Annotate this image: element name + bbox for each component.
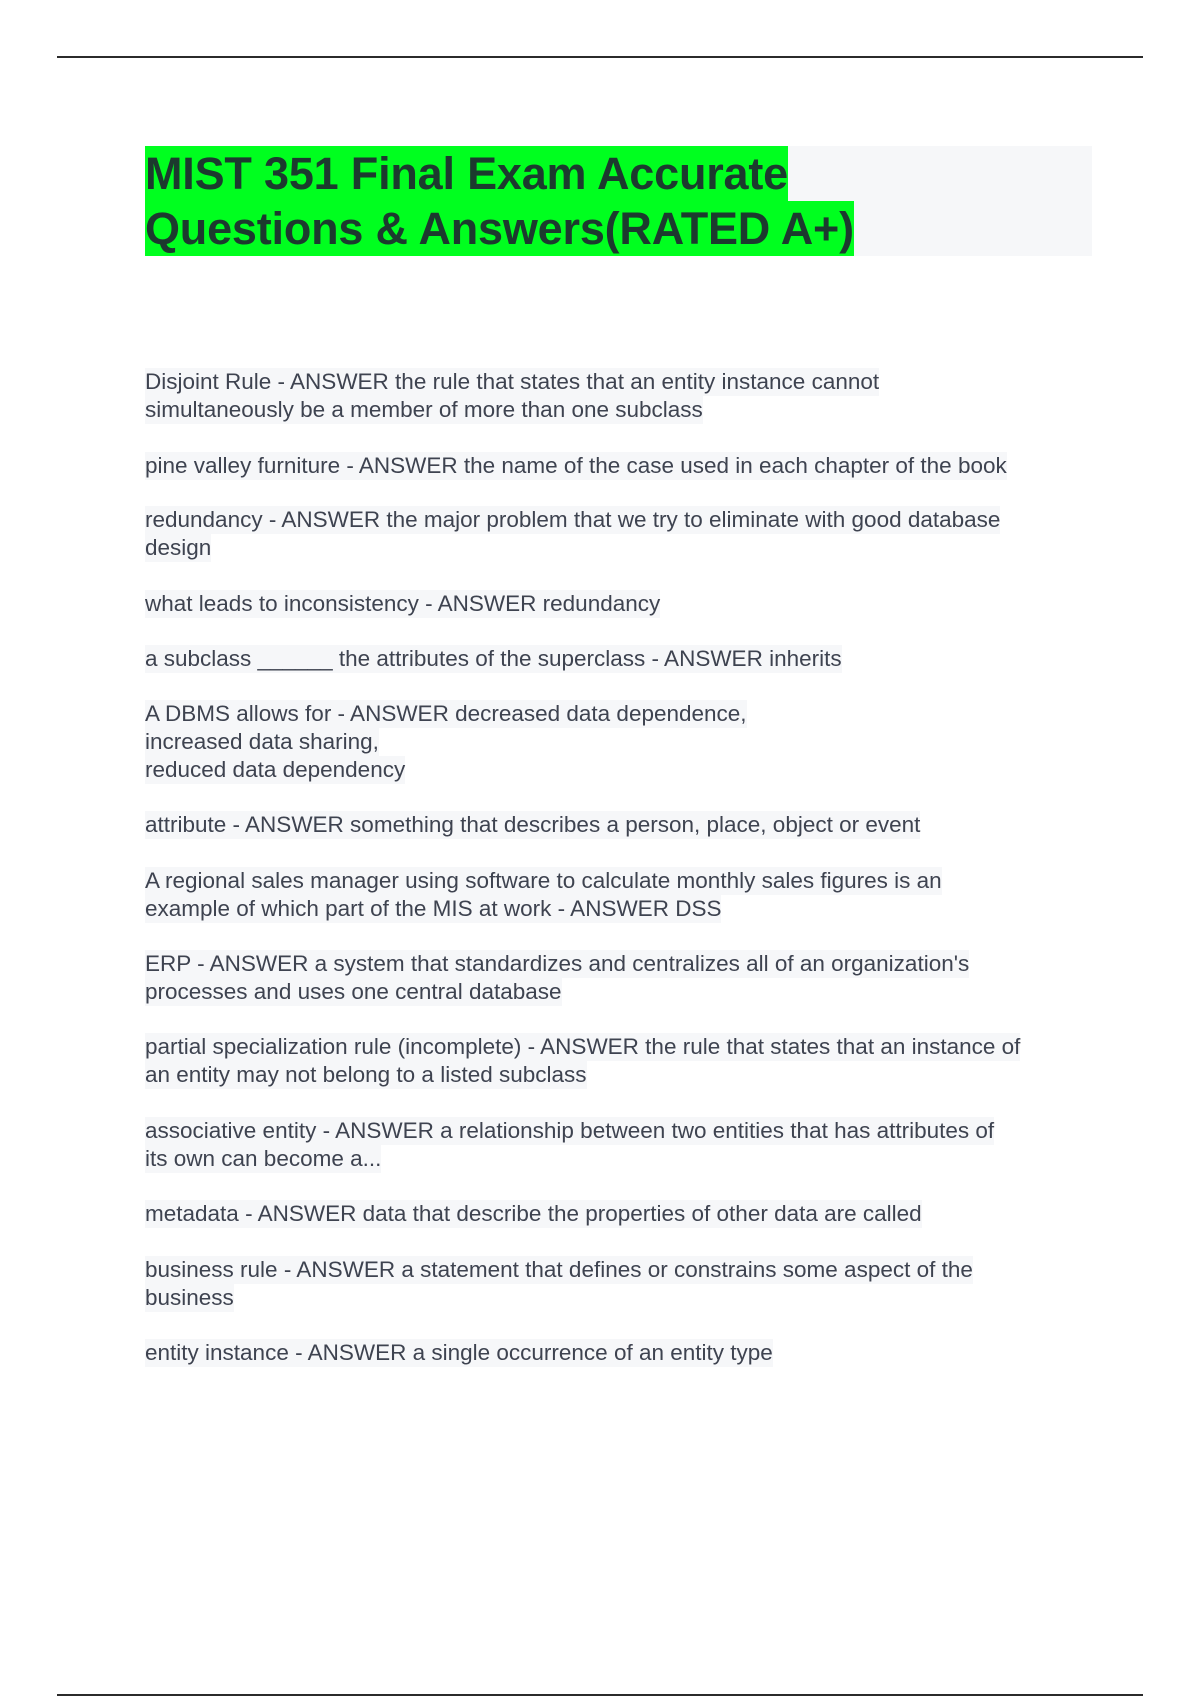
- title-line-1: MIST 351 Final Exam Accurate: [145, 148, 788, 199]
- qa-line: attribute - ANSWER something that describes a person, place, object or event: [145, 812, 921, 837]
- qa-line: ERP - ANSWER a system that standardizes and centralizes all of an organization's: [145, 951, 970, 976]
- qa-item-erp: [145, 950, 969, 1006]
- qa-item-partial-specialization: [145, 1033, 1020, 1089]
- qa-item-disjoint-rule: [145, 368, 879, 424]
- qa-line: associative entity - ANSWER a relationship between two entities that has attributes of: [145, 1118, 995, 1143]
- qa-line: reduced data dependency: [145, 757, 406, 782]
- qa-line: business: [145, 1285, 234, 1310]
- qa-line: pine valley furniture - ANSWER the name of the case used in each chapter of the book: [145, 453, 1007, 478]
- qa-line: metadata - ANSWER data that describe the properties of other data are called: [145, 1201, 922, 1226]
- qa-item-entity-instance: [145, 1339, 773, 1367]
- qa-item-inconsistency: [145, 590, 660, 618]
- qa-line: example of which part of the MIS at work - ANSWER DSS: [145, 896, 722, 921]
- page-title: [145, 146, 1092, 256]
- qa-line: partial specialization rule (incomplete) - ANSWER the rule that states that an instance of: [145, 1034, 1021, 1059]
- qa-item-associative-entity: [145, 1117, 994, 1173]
- qa-line: increased data sharing,: [145, 729, 379, 754]
- qa-line: Disjoint Rule - ANSWER the rule that states that an entity instance cannot: [145, 369, 880, 394]
- qa-item-attribute: [145, 811, 920, 839]
- qa-line: business rule - ANSWER a statement that defines or constrains some aspect of the: [145, 1257, 973, 1282]
- qa-line: what leads to inconsistency - ANSWER redundancy: [145, 591, 661, 616]
- qa-line: entity instance - ANSWER a single occurrence of an entity type: [145, 1340, 773, 1365]
- qa-line: A regional sales manager using software to calculate monthly sales figures is an: [145, 868, 942, 893]
- qa-line: processes and uses one central database: [145, 979, 562, 1004]
- qa-item-redundancy: [145, 506, 1000, 562]
- qa-item-dbms: [145, 700, 747, 784]
- qa-item-subclass: [145, 645, 842, 673]
- top-rule: [57, 56, 1143, 58]
- qa-item-regional-sales-manager: [145, 867, 942, 923]
- bottom-rule: [57, 1694, 1143, 1696]
- qa-item-pine-valley-furniture: [145, 452, 1007, 480]
- qa-line: design: [145, 535, 212, 560]
- qa-line: its own can become a...: [145, 1146, 382, 1171]
- qa-line: a subclass ______ the attributes of the superclass - ANSWER inherits: [145, 646, 842, 671]
- qa-line: an entity may not belong to a listed subclass: [145, 1062, 587, 1087]
- qa-line: redundancy - ANSWER the major problem that we try to eliminate with good database: [145, 507, 1001, 532]
- qa-line: simultaneously be a member of more than one subclass: [145, 397, 703, 422]
- qa-item-metadata: [145, 1200, 922, 1228]
- title-line-2: Questions & Answers(RATED A+): [145, 203, 854, 254]
- qa-line: A DBMS allows for - ANSWER decreased data dependence,: [145, 701, 747, 726]
- qa-item-business-rule: [145, 1256, 973, 1312]
